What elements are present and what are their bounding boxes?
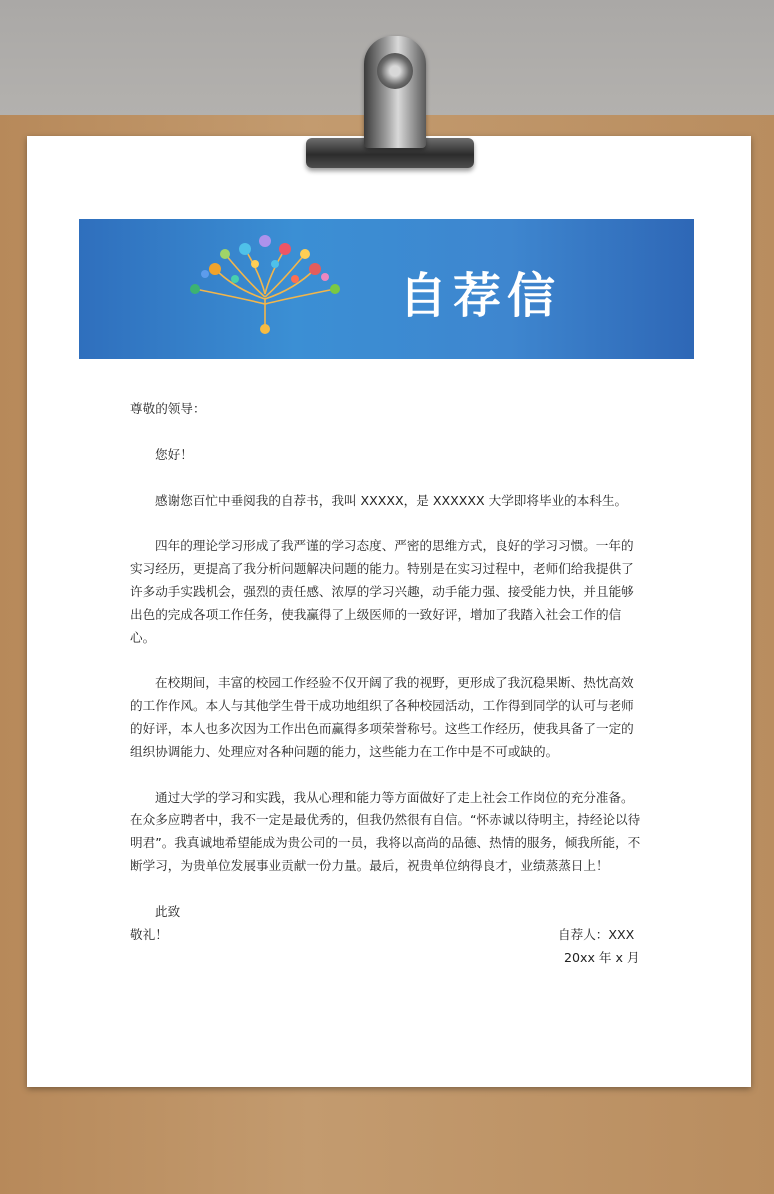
- paragraph-study: 四年的理论学习形成了我严谨的学习态度、严密的思维方式，良好的学习习惯。一年的实习经历，更提高了我分析问题解决问题的能力。特别是在实习过程中，老师们给我提供了许多动手实践机会，强烈的责任感、浓厚的学习兴趣，动手能力强、接受能力快，并且能够出色的完成各项工作任务，使我赢得了上级医师的一致好评，增加了我踏入社会工作的信心。: [130, 538, 634, 645]
- paragraph-intro: 感谢您百忙中垂阅我的自荐书，我叫 XXXXX，是 XXXXXX 大学即将毕业的本科生。: [155, 492, 628, 508]
- date: 20xx 年 x 月: [564, 950, 640, 965]
- closing-line-1: 此致: [155, 903, 181, 919]
- network-tree-icon: [175, 229, 355, 339]
- header-banner: [79, 219, 694, 359]
- paragraph-closing: 通过大学的学习和实践，我从心理和能力等方面做好了走上社会工作岗位的充分准备。在众多应聘者中，我不一定是最优秀的，但我仍然很有自信。“怀赤诚以待明主，持经论以待明君”。我真诚地希望能成为贵公司的一员，我将以高尚的品德、热情的服务，倾我所能，不断学习，为贵单位发展事业贡献一份力量。最后，祝贵单位纳得良才，业绩蒸蒸日上！: [130, 789, 641, 873]
- salutation: 尊敬的领导：: [130, 401, 206, 416]
- signer: 自荐人：XXX: [558, 927, 635, 942]
- closing-line-2: 敬礼！: [130, 926, 168, 942]
- banner-title: 自荐信: [399, 268, 562, 324]
- paragraph-campus: 在校期间，丰富的校园工作经验不仅开阔了我的视野，更形成了我沉稳果断、热忱高效的工作作风。本人与其他学生骨干成功地组织了各种校园活动，工作得到同学的认可与老师的好评，本人也多次因为工作出色而赢得多项荣誉称号。这些工作经历，使我具备了一定的组织协调能力、处理应对各种问题的能力，这些能力在工作中是不可或缺的。: [130, 675, 634, 759]
- greeting: 您好！: [155, 446, 193, 462]
- clip-hole: [377, 53, 413, 89]
- letter-body: [130, 398, 642, 946]
